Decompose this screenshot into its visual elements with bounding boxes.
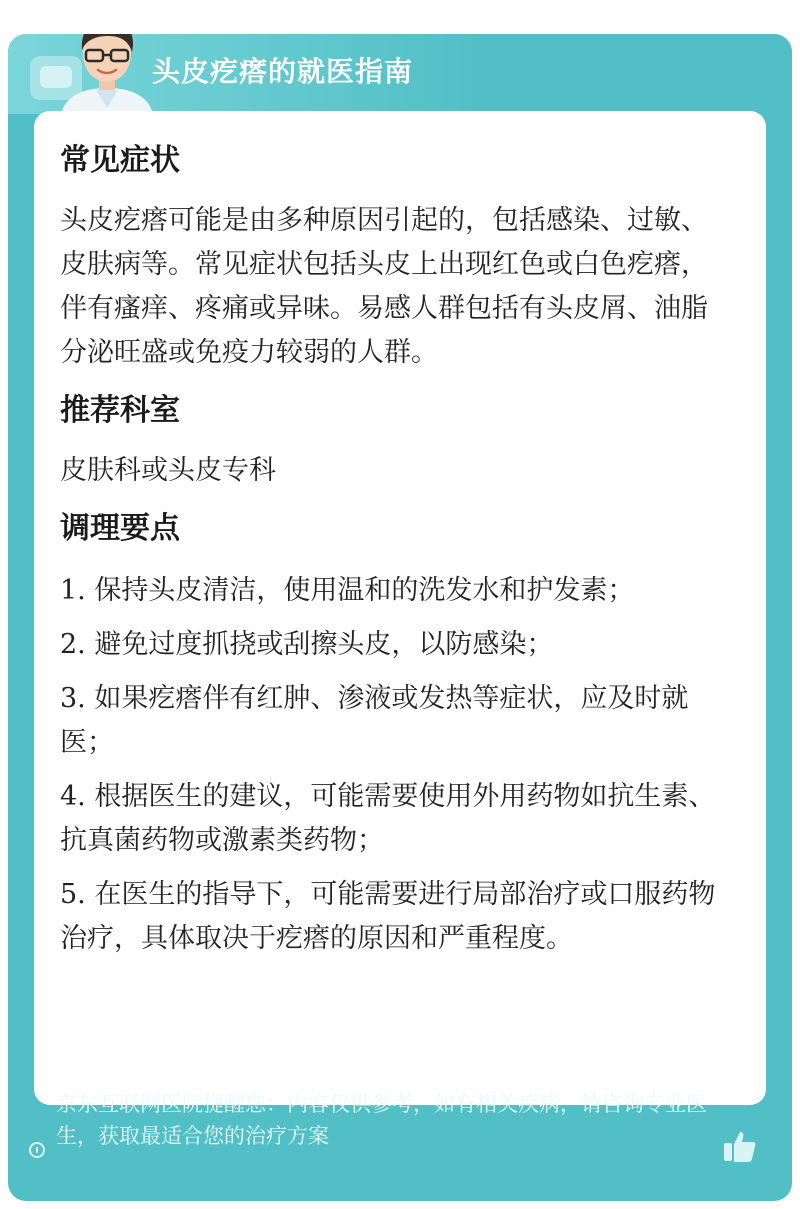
department-text: 皮肤科或头皮专科 (60, 455, 276, 486)
thumbs-up-icon[interactable] (722, 1128, 758, 1164)
symptoms-heading: 常见症状 (60, 143, 180, 178)
list-item (60, 873, 726, 961)
list-item (60, 623, 726, 667)
list-item-number: 1. (60, 575, 86, 606)
list-item-text: 如果疙瘩伴有红肿、渗液或发热等症状，应及时就医； (60, 683, 689, 758)
list-item (60, 569, 726, 613)
list-item-text: 根据医生的建议，可能需要使用外用药物如抗生素、抗真菌药物或激素类药物； (60, 781, 716, 856)
list-item-text: 在医生的指导下，可能需要进行局部治疗或口服药物治疗，具体取决于疙瘩的原因和严重程度。 (60, 879, 716, 954)
symptoms-text: 头皮疙瘩可能是由多种原因引起的，包括感染、过敏、皮肤病等。常见症状包括头皮上出现红色或白色疙瘩，伴有瘙痒、疼痛或异味。易感人群包括有头皮屑、油脂分泌旺盛或免疫力较弱的人群。 (60, 205, 708, 368)
footer-disclaimer: 京东互联网医院提醒您：内容仅供参考，如有相关疾病，请咨询专业医生，获取最适合您的治疗方案 (56, 1092, 707, 1148)
care-list (60, 569, 726, 961)
list-item-number: 3. (60, 683, 86, 714)
list-item-text: 避免过度抓挠或刮擦头皮，以防感染； (94, 629, 554, 660)
guide-frame (8, 34, 792, 1201)
card-content (60, 137, 726, 971)
list-item-number: 4. (60, 781, 86, 812)
care-heading: 调理要点 (60, 511, 180, 546)
department-heading: 推荐科室 (60, 393, 180, 428)
list-item-text: 保持头皮清洁，使用温和的洗发水和护发素； (94, 575, 635, 606)
doctor-avatar-icon (52, 34, 162, 120)
content-card (34, 111, 766, 1105)
list-item-number: 5. (60, 879, 86, 910)
page-title: 头皮疙瘩的就医指南 (152, 55, 414, 88)
list-item (60, 677, 726, 765)
info-icon (29, 1142, 45, 1158)
list-item (60, 775, 726, 863)
list-item-number: 2. (60, 629, 86, 660)
